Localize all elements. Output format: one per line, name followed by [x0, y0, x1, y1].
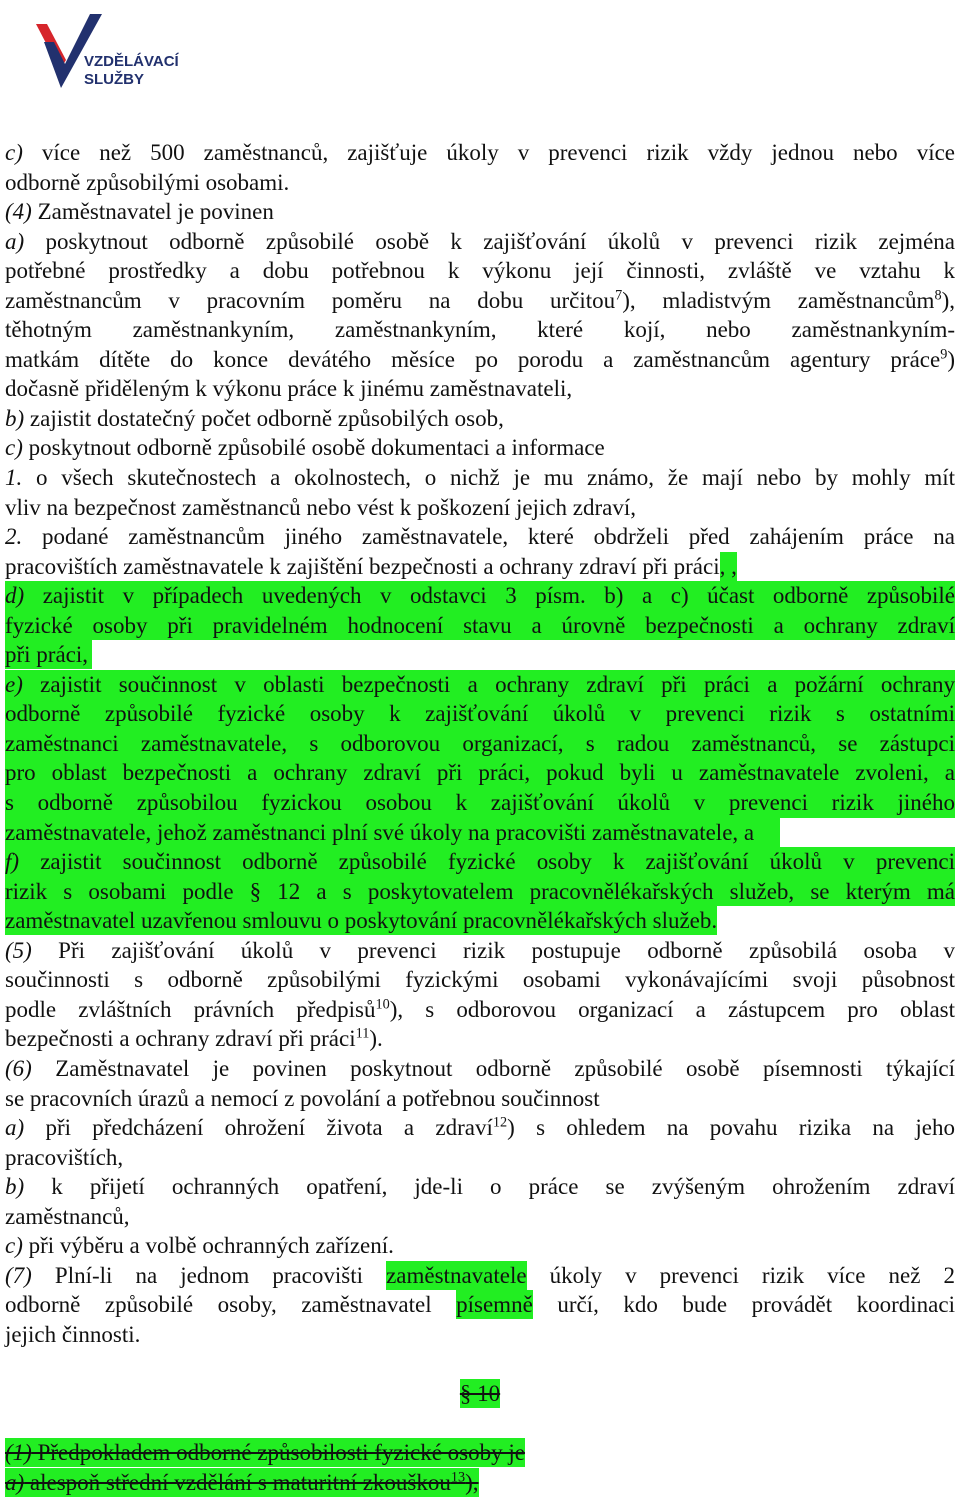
text-line [5, 256, 955, 286]
line-text: zaměstnanců, [5, 1203, 130, 1229]
line-text: zajistit dostatečný počet odborně způsobilých osob, [24, 405, 504, 431]
text-line [5, 1468, 955, 1498]
list-marker: c) [5, 140, 23, 165]
line-text: potřebné prostředky a dobu potřebnou k výkonu její činnosti, zvláště ve vztahu k [5, 258, 955, 284]
company-logo [0, 0, 200, 100]
line-text: Při zajišťování úkolů v prevenci rizik postupuje odborně způsobilá osoba v [31, 937, 955, 963]
text-line [5, 1290, 955, 1320]
footnote-ref: 7 [615, 287, 623, 304]
line-text: ). [369, 1026, 383, 1052]
footnote-ref: 13 [450, 1468, 466, 1485]
text-line [5, 433, 955, 463]
highlighted-line [5, 699, 955, 729]
highlighted-line [5, 611, 955, 641]
list-marker: (5) [5, 937, 32, 963]
line-text: bezpečnosti a ochrany zdraví při práci [5, 1026, 356, 1052]
line-text: o všech skutečnostech a okolnostech, o nichž je mu známo, že mají nebo by mohly mít [22, 465, 955, 491]
text-line [5, 1113, 955, 1143]
footnote-ref: 8 [934, 287, 942, 304]
list-marker: a) [5, 1469, 25, 1495]
line-text: zajistit součinnost v oblasti bezpečnosti a ochrany zdraví při práci a požární ochrany [22, 671, 955, 697]
line-text: fyzické osoby při pravidelném hodnocení stavu a úrovně bezpečnosti a ochrany zdraví [5, 612, 955, 638]
highlighted-text [5, 1438, 525, 1467]
line-text: odborně způsobilé osoby, zaměstnavatel [5, 1292, 457, 1318]
highlighted-line [5, 877, 955, 907]
footnote-ref: 11 [355, 1025, 370, 1042]
text-line [5, 227, 955, 257]
line-text: ), s odborovou organizací a zástupcem pro oblast [389, 996, 955, 1022]
line-text: odborně způsobilé fyzické osoby k zajišťování úkolů v prevenci rizik s ostatními [5, 701, 955, 727]
highlighted-text [5, 1468, 479, 1497]
list-marker: a) [5, 228, 25, 254]
text-line [5, 818, 955, 848]
line-text: součinnosti s odborně způsobilými fyzickými osobami vykonávajícími svoji působnost [5, 967, 955, 993]
text-line [5, 1143, 955, 1173]
text-line [5, 1084, 955, 1114]
highlighted-text: zaměstnavatel uzavřenou smlouvu o poskytování pracovnělékařských služeb. [5, 908, 718, 934]
highlighted-line [5, 788, 955, 818]
text-line [5, 640, 955, 670]
line-text: těhotným zaměstnankyním, zaměstnankyním, které kojí, nebo zaměstnankyním- [5, 317, 955, 343]
text-line [5, 1261, 955, 1291]
list-marker: f) [5, 849, 20, 875]
line-text: se pracovních úrazů a nemocí z povolání a potřebnou součinnost [5, 1085, 600, 1111]
text-line [5, 906, 955, 936]
line-text: Zaměstnavatel je povinen poskytnout odborně způsobilé osobě písemnosti týkající [31, 1055, 955, 1081]
line-text: rizik s osobami podle § 12 a s poskytovatelem pracovnělékařských služeb, se kterým má [5, 878, 955, 904]
text-line [5, 965, 955, 995]
line-text: úkoly v prevenci rizik více než 2 [526, 1262, 956, 1288]
line-text: při výběru a volbě ochranných zařízení. [22, 1233, 394, 1259]
list-marker: e) [5, 671, 23, 697]
text-line [5, 1320, 955, 1350]
logo-text-line2: SLUŽBY [84, 71, 144, 88]
list-marker: (6) [5, 1055, 32, 1081]
line-text: k přijetí ochranných opatření, jde-li o práce se zvýšeným ohrožením zdraví [24, 1174, 955, 1200]
line-text: pracovištích zaměstnavatele k zajištění bezpečnosti a ochrany zdraví při práci [5, 553, 720, 579]
text-line [5, 1054, 955, 1084]
text-line [5, 1231, 955, 1261]
list-marker: b) [5, 405, 25, 431]
line-text: Zaměstnavatel je povinen [31, 199, 274, 225]
footnote-ref: 12 [492, 1114, 508, 1131]
list-marker: a) [5, 1115, 25, 1141]
highlighted-text: zaměstnavatele, jehož zaměstnanci plní své úkoly na pracovišti zaměstnavatele, a [5, 818, 780, 847]
list-marker: (7) [5, 1262, 32, 1288]
text-line [5, 995, 955, 1025]
footnote-ref: 9 [940, 346, 948, 363]
highlighted-line [5, 581, 955, 611]
highlighted-text: písemně [456, 1292, 533, 1318]
list-marker: d) [5, 583, 25, 609]
line-text: ) s ohledem na povahu rizika na jeho [507, 1115, 956, 1141]
logo-text-line1: VZDĚLÁVACÍ [84, 53, 179, 70]
footnote-ref: 10 [375, 996, 390, 1013]
highlighted-line [5, 758, 955, 788]
line-text: zajistit v případech uvedených v odstavci 3 písm. b) a c) účast odborně způsobilé [24, 583, 955, 609]
text-line [5, 345, 955, 375]
blank-line [5, 1409, 955, 1439]
text-line [5, 493, 955, 523]
text-line [5, 522, 955, 552]
line-text: pracovištích, [5, 1144, 124, 1170]
line-text: alespoň střední vzdělání s maturitní zkouškou [24, 1469, 451, 1495]
list-marker: (1) [5, 1440, 32, 1466]
line-text: určí, kdo bude provádět koordinaci [532, 1292, 955, 1318]
text-line [5, 1172, 955, 1202]
line-text: matkám dítěte do konce devátého měsíce po porodu a zaměstnancům agentury práce [5, 346, 941, 372]
list-marker: c) [5, 1233, 23, 1259]
line-text: Plní-li na jednom pracovišti [31, 1262, 387, 1288]
text-line [5, 168, 955, 198]
text-line [5, 315, 955, 345]
text-line [5, 138, 955, 168]
line-text: jejich činnosti. [5, 1321, 141, 1347]
line-text: pro oblast bezpečnosti a ochrany zdraví při práci, pokud byli u zaměstnavatele zvoleni, a [5, 760, 955, 786]
highlighted-text: zaměstnavatele [386, 1262, 527, 1288]
text-line [5, 936, 955, 966]
list-marker: 2. [5, 524, 23, 550]
text-line [5, 1202, 955, 1232]
line-text: podané zaměstnancům jiného zaměstnavatele, které obdrželi před zahájením práce na [22, 524, 955, 550]
line-text: s odborně způsobilou fyzickou osobou k zajišťování úkolů v prevenci rizik jiného [5, 790, 955, 816]
line-text: ), mladistvým zaměstnancům [622, 287, 935, 313]
highlighted-line [5, 670, 955, 700]
line-text: ) [947, 346, 955, 372]
highlighted-text: při práci, [5, 640, 92, 669]
line-text: dočasně přiděleným k výkonu práce k jinému zaměstnavateli, [5, 376, 573, 402]
document-body [5, 138, 955, 1497]
text-line [5, 1024, 955, 1054]
line-text: vliv na bezpečnost zaměstnanců nebo vést k poškození jejich zdraví, [5, 494, 637, 520]
list-marker: (4) [5, 199, 32, 225]
text-line [5, 374, 955, 404]
line-text: při předcházení ohrožení života a zdraví [24, 1115, 493, 1141]
line-text: poskytnout odborně způsobilé osobě dokumentaci a informace [22, 435, 605, 461]
highlighted-line [5, 847, 955, 877]
text-line [5, 463, 955, 493]
highlighted-text: , , [719, 553, 737, 579]
line-text: více než 500 zaměstnanců, zajišťuje úkoly v prevenci rizik vždy jednou nebo více [22, 140, 955, 165]
line-text: Předpokladem odborné způsobilosti fyzické osoby je [31, 1440, 525, 1466]
line-text: ), [941, 287, 955, 313]
text-line [5, 404, 955, 434]
line-text: ), [465, 1469, 479, 1495]
line-text: poskytnout odborně způsobilé osobě k zajišťování úkolů v prevenci rizik zejména [24, 228, 955, 254]
list-marker: c) [5, 435, 23, 461]
blank-line [5, 1349, 955, 1379]
text-line [5, 552, 955, 582]
section-heading-line [5, 1379, 955, 1409]
line-text: odborně způsobilými osobami. [5, 169, 290, 195]
line-text: zaměstnancům v pracovním poměru na dobu určitou [5, 287, 616, 313]
line-text: zajistit součinnost odborně způsobilé fyzické osoby k zajišťování úkolů v prevenci [19, 849, 955, 875]
text-line [5, 1438, 955, 1468]
line-text: podle zvláštních právních předpisů [5, 996, 376, 1022]
highlighted-line [5, 729, 955, 759]
text-line [5, 197, 955, 227]
list-marker: 1. [5, 465, 23, 491]
section-heading: § 10 [459, 1380, 501, 1406]
line-text: zaměstnanci zaměstnavatele, s odborovou organizací, s radou zaměstnanců, se zástupci [5, 730, 955, 756]
text-line [5, 286, 955, 316]
list-marker: b) [5, 1174, 25, 1200]
